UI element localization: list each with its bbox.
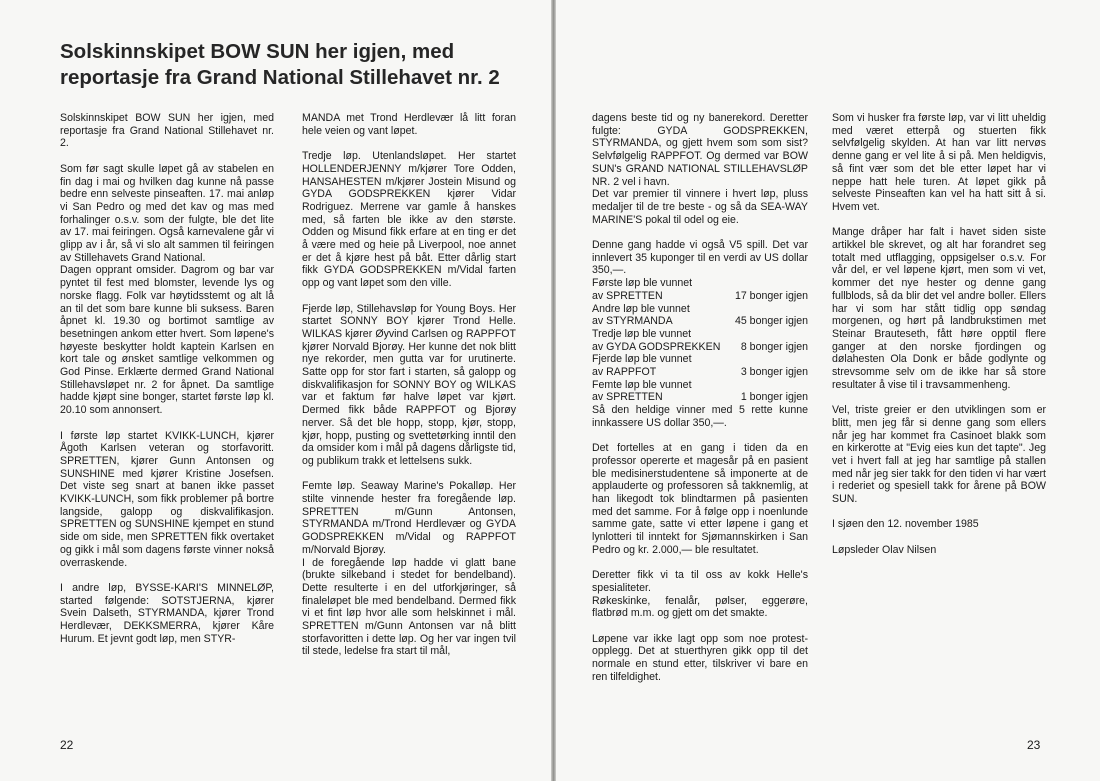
paragraph: I første løp startet KVIKK-LUNCH, kjører Ågoth Karlsen veteran og storfavoritt. SPRETTEN, kjører Gunn Antonsen og SUNSHINE med kjører Kristine Josefsen. Det viste seg snart at banen ikke passet KVIKK-LUNCH, som fikk problemer på bortre langside, galopp og diskvalifikasjon. SPRETTEN og SUNSHINE kjempet en stund side om side, men SPRETTEN fikk overtaket og gikk i mål som dagens første vinner nokså overraskende. (60, 429, 274, 569)
column-2 (302, 112, 516, 671)
result-heading: Fjerde løp ble vunnet (592, 353, 692, 366)
paragraph: Vel, triste greier er den utviklingen som er blitt, men jeg får si denne gang som ellers når jeg har kommet fra Casinoet blakk som en kirkerotte at "Evig eies kun det tapte". Jeg vet i hvert fall at jeg har samtlige på stallen med når jeg sier takk for den tiden vi har vært i rederiet og spesiell takk for årene på BOW SUN. (832, 404, 1046, 506)
result-winner: av STYRMANDA (592, 315, 673, 328)
paragraph: Som før sagt skulle løpet gå av stabelen en fin dag i mai og hvilken dag kunne nå passe bedre enn selveste pinseaften. 17. mai anløp vi San Pedro og med det kav og mas med forhalinger o.s.v. som der fulgte, ble det lite av 17. mai feiringen. Også karnevalene går vi glipp av i år, så vi slo alt sammen til feiringen av Stillehavets Grand National. Dagen opprant omsider. Dagrom og bar var pyntet til fest med blomster, levende lys og norske flagg. Folk var høytidsstemt og alt lå an til det som bare kunne bli suksess. Baren åpnet kl. 19.30 og bortimot samtlige av besetningen ankom etter hvert. Som løpene's høyeste beskytter holdt kaptein Karlsen en kort tale og ønsket samtlige velkommen og God Pinse. Erklærte dermed Grand National Stillehavsløpet nr. 2 for åpnet. Da samtlige hadde kjøpt sine bonger, startet første løp kl. 20.10 som annonsert. (60, 162, 274, 417)
page-number-left: 22 (60, 738, 74, 752)
paragraph: Som vi husker fra første løp, var vi litt uheldig med været etterpå og stuerten fikk selvfølgelig skylden. At han var litt nervøs denne gang er vel lite å si på. Men heldigvis, så fint vær som det ble etter løpet har vi neppe hatt hele turen. At løpet gikk på selveste Pinseaften kan vel ha hatt sitt å si. Hvem vet. (832, 112, 1046, 213)
result-winner: av RAPPFOT (592, 366, 657, 379)
paragraph: Mange dråper har falt i havet siden siste artikkel ble skrevet, og alt har forandret seg totalt med utflagging, oppsigelser o.s.v. For vår del, er vel løpene kjørt, men som vi vet, kommer det nye hester og denne gang fullblods, så da blir det vel andre boller. Ellers har vi som har stått tidlig opp søndag morgenen, og hørt på landbrukstimen met Steinar Brauteseth, fått høre opptil flere ganger at den norske fjordingen og dølahesten Ola Donk er både godlynte og strevsomme selv om de ikke har så store resultater å vise til i travsammenheng. (832, 226, 1046, 391)
result-row (592, 341, 808, 354)
result-heading: Femte løp ble vunnet (592, 378, 692, 391)
result-heading: Første løp ble vunnet (592, 277, 693, 290)
paragraph: MANDA met Trond Herdlevær lå litt foran hele veien og vant løpet. (302, 112, 516, 137)
result-heading: Andre løp ble vunnet (592, 302, 690, 315)
result-bonger: 3 bonger igjen (740, 366, 808, 379)
result-winner: av SPRETTEN (592, 289, 663, 302)
paragraph: Så den heldige vinner med 5 rette kunne innkassere US dollar 350,—. (592, 404, 808, 429)
result-row (592, 290, 808, 303)
paragraph: Det fortelles at en gang i tiden da en professor opererte et magesår på en pasient ble medisinerstudentene så imponerte at de applauderte og professoren så takknemlig, at han likegodt tok blindtarmen på pasienten med det samme. For å følge opp i noenlunde samme gate, satte vi etter løpene i gang et lynlotteri til inntekt for Sjømannskirken i San Pedro og kr. 2.000,— ble resultatet. (592, 442, 808, 556)
paragraph: Fjerde løp, Stillehavsløp for Young Boys. Her startet SONNY BOY kjører Trond Helle. WILKAS kjører Øyvind Carlsen og RAPPFOT kjører Norvald Bjorøy. Her kunne det nok blitt nye rekorder, men gutta var for urutinerte. Satte opp for stor fart i starten, så galopp og diskvalifikasjon for SONNY BOY og WILKAS var et faktum før halve løpet var kjørt. Dermed fikk både RAPPFOT og Bjorøy nerver. Så det ble hopp, stopp, kjør, stopp, kjør, hopp, pusting og svettetørking inntil den da omsider kom i mål på dagens dårligste tid, og publikum trakk et lettelsens sukk. (302, 302, 516, 467)
article-title: Solskinnskipet BOW SUN her igjen, med reportasje fra Grand National Stillehavet nr. 2 (60, 40, 500, 89)
column-1 (60, 112, 274, 658)
results-list (592, 277, 808, 404)
result-bonger: 8 bonger igjen (740, 340, 808, 353)
result-bonger: 1 bonger igjen (740, 391, 808, 404)
result-bonger: 17 bonger igjen (734, 289, 808, 302)
dateline: I sjøen den 12. november 1985 (832, 518, 979, 531)
paragraph: Løpene var ikke lagt opp som noe protest-opplegg. Det at stuerthyren gikk opp til det normale en stund etter, tilskriver vi bare en ren tilfeldighet. (592, 632, 808, 683)
column-4 (832, 112, 1046, 569)
paragraph: Denne gang hadde vi også V5 spill. Det var innlevert 35 kuponger til en verdi av US dollar 350,—. (592, 239, 808, 277)
page-number-right: 23 (1027, 738, 1041, 752)
paragraph: Solskinnskipet BOW SUN her igjen, med reportasje fra Grand National Stillehavet nr. 2. (60, 112, 274, 150)
paragraph: dagens beste tid og ny banerekord. Deretter fulgte: GYDA GODSPREKKEN, STYRMANDA, og gjett hvem som som sist? Selvfølgelig RAPPFOT. Og dermed var BOW SUN's GRAND NATIONAL STILLEHAVSLØP NR. 2 vel i havn. Det var premier til vinnere i hvert løp, pluss medaljer til de tre beste - og så da SEA-WAY MARINE'S pokal til odel og eie. (592, 112, 808, 226)
paragraph: I andre løp, BYSSE-KARI'S MINNELØP, started følgende: SOTSTJERNA, kjører Svein Dalseth, STYRMANDA, kjører Trond Herdlevær, DEKKSMERRA, kjører Kåre Hurum. Et jevnt godt løp, men STYR- (60, 581, 274, 645)
paragraph: Tredje løp. Utenlandsløpet. Her startet HOLLENDERJENNY m/kjører Tore Odden, HANSAHESTEN m/kjører Jostein Misund og GYDA GODSPREKKEN kjører Vidar Rodriguez. Merrene var gamle å hanskes med, så farten ble ikke av den største. Odden og Misund fikk erfare at en ting er det å være med og heie på Liverpool, noe annet er det å kjøre hest på båt. Etter dårlig start fikk GYDA GODSPREKKEN m/Vidal farten opp og vant løpet som den ville. (302, 150, 516, 290)
result-winner: av SPRETTEN (592, 391, 663, 404)
result-winner: av GYDA GODSPREKKEN (592, 340, 721, 353)
result-row (592, 315, 808, 328)
result-row (592, 391, 808, 404)
result-heading: Tredje løp ble vunnet (592, 327, 692, 340)
paragraph: Deretter fikk vi ta til oss av kokk Helle's spesialiteter. Røkeskinke, fenalår, pølser, eggerøre, flatbrød m.m. og gjett om det smakte. (592, 569, 808, 620)
result-row (592, 366, 808, 379)
result-bonger: 45 bonger igjen (734, 315, 808, 328)
book-spine (551, 0, 556, 781)
column-3 (592, 112, 808, 696)
signature: Løpsleder Olav Nilsen (832, 543, 937, 556)
paragraph: Femte løp. Seaway Marine's Pokalløp. Her stilte vinnende hester fra foregående løp. SPRETTEN m/Gunn Antonsen, STYRMANDA m/Trond Herdlevær og GYDA GODSPREKKEN m/Vidal og RAPPFOT m/Norvald Bjorøy. I de foregående løp hadde vi glatt bane (brukte silkeband i stedet for bendelband). Dette resulterte i en del utforkjøringer, så finaleløpet ble med bendelband. Dermed fikk vi et fint løp hvor alle som helskinnet i mål. SPRETTEN m/Gunn Antonsen var nå blitt storfavoritten i dette løp. Og her var ingen tvil til stede, ledelse fra start til mål, (302, 480, 516, 658)
